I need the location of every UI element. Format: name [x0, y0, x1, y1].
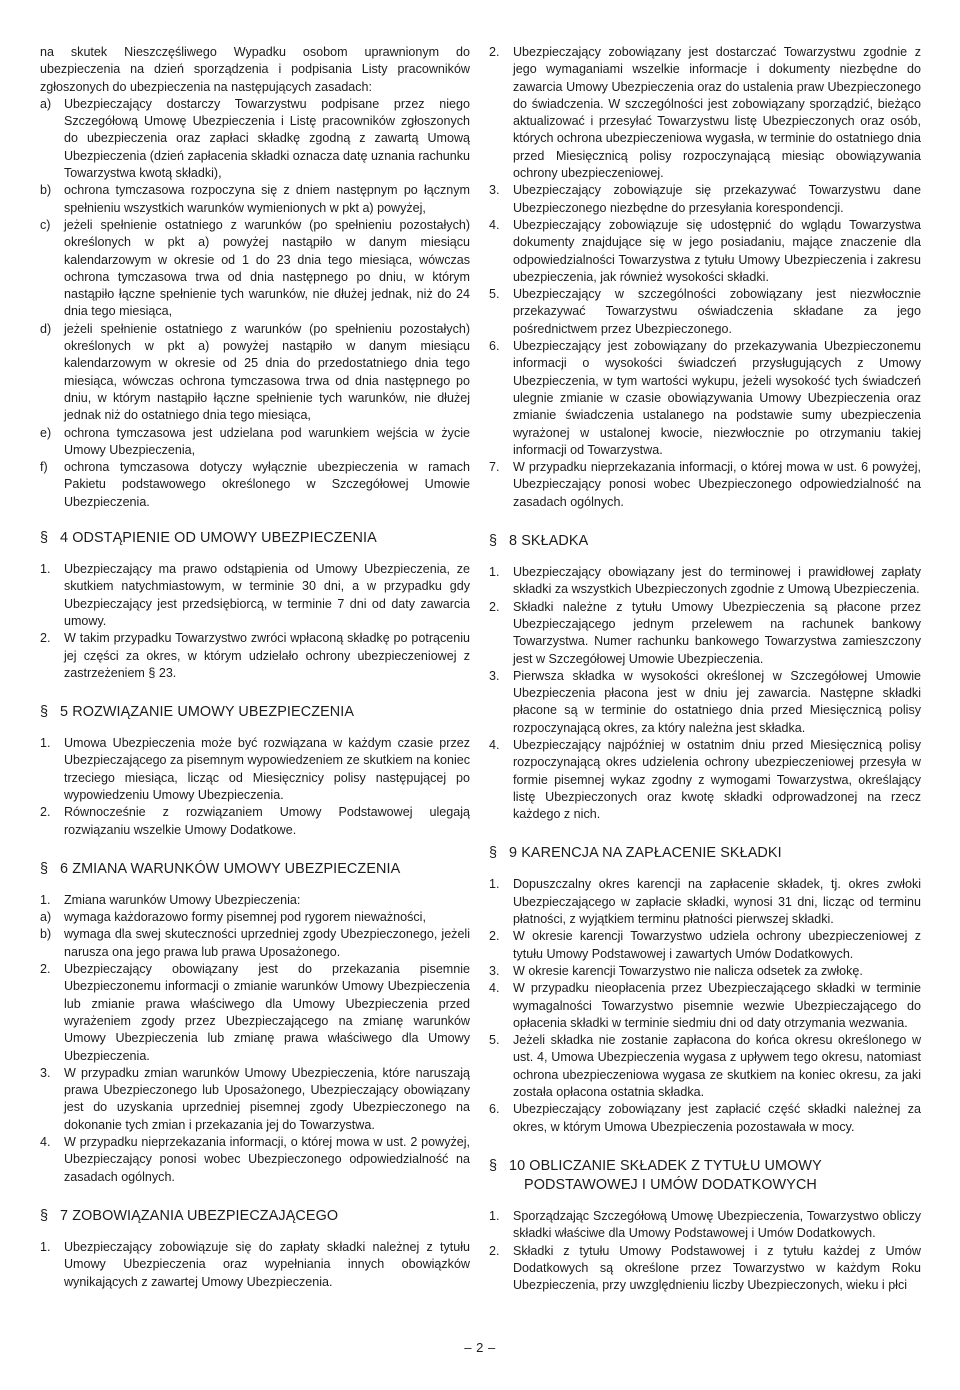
- list-item: 4. Ubezpieczający zobowiązuje się udostępnić do wglądu Towarzystwa dokumenty znajdujące się w jego posiadaniu, mające znaczenie dla odpowiedzialności Towarzystwa z tytułu Umowy Ubezpieczenia i zakresu ubezpieczenia, jak również wysokości składki.: [489, 217, 921, 284]
- list-item: 2. Składki należne z tytułu Umowy Ubezpieczenia są płacone przez Ubezpieczającego jednym przelewem na rachunek bankowy Towarzystwa. Numer rachunku bankowego Towarzystwa zamieszczony jest w Szczegółowej Umowie Ubezpieczenia.: [489, 599, 921, 666]
- intro-list: [40, 96, 470, 511]
- list-item: c) jeżeli spełnienie ostatniego z warunków (po spełnieniu pozostałych) określonych w pkt a) powyżej nastąpiło w danym miesiącu kalendarzowym w okresie od 1 do 23 dnia tego miesiąca, wówczas ochrona tymczasowa trwa od dnia następnego po dniu, w którym nastąpiło łączne spełnienie tych warunków, nie dłużej jednak, niż do 24 dnia tego miesiąca,: [40, 217, 470, 319]
- list-item: 1. Sporządzając Szczegółową Umowę Ubezpieczenia, Towarzystwo obliczy składki właściwe dla Umowy Podstawowej i Umów Dodatkowych.: [489, 1208, 921, 1241]
- list-item: 4. W przypadku nieopłacenia przez Ubezpieczającego składki w terminie wymagalności Towarzystwo pisemnie wezwie Ubezpieczającego do opłacenia składki w terminie siedmiu dni od daty otrzymania wezwania.: [489, 981, 921, 1030]
- page-number: – 2 –: [464, 1340, 496, 1355]
- list-item: 5. Ubezpieczający w szczególności zobowiązany jest niezwłocznie przekazywać Towarzystwu oświadczenia składane za jego pośrednictwem przez Ubezpieczonego.: [489, 287, 921, 336]
- list-item: 2. W takim przypadku Towarzystwo zwróci wpłaconą składkę po potrąceniu jej części za okres, w którym udzielało ochrony ubezpieczeniowej z zastrzeżeniem § 23.: [40, 631, 470, 680]
- section-heading-6: § 6 ZMIANA WARUNKÓW UMOWY UBEZPIECZENIA: [40, 860, 401, 877]
- right-column: [489, 44, 921, 1294]
- list-item: 6. Ubezpieczający zobowiązany jest zapłacić część składki należnej za okres, w którym Umowa Ubezpieczenia pozostawała w mocy.: [489, 1102, 921, 1134]
- left-column: [40, 44, 470, 1291]
- list-item: 4. Ubezpieczający najpóźniej w ostatnim dniu przed Miesięcznicą polisy rozpoczynającą okres udzielenia ochrony ubezpieczeniowej przesyła w formie pisemnej wykaz zgodny z wymogami Towarzystwa, określający listę Ubezpieczonych oraz kwotę składki odprowadzonej na rzecz każdego z nich.: [489, 737, 921, 822]
- section-heading-7: § 7 ZOBOWIĄZANIA UBEZPIECZAJĄCEGO: [40, 1207, 339, 1224]
- intro-paragraph: na skutek Nieszczęśliwego Wypadku osobom uprawnionym do ubezpieczenia na dzień sporządzenia i podpisania Listy pracowników zgłoszonych do ubezpieczenia na następujących zasadach:: [40, 45, 470, 94]
- list-item: 1. Ubezpieczający ma prawo odstąpienia od Umowy Ubezpieczenia, ze skutkiem natychmiastowym, w terminie 30 dni, a w przypadku gdy Ubezpieczający jest przedsiębiorcą, w terminie 7 dni od daty zawarcia umowy.: [40, 562, 470, 628]
- section-heading-8: § 8 SKŁADKA: [489, 533, 589, 550]
- list-item: 7. W przypadku nieprzekazania informacji, o której mowa w ust. 6 powyżej, Ubezpieczający ponosi wobec Ubezpieczonego odpowiedzialność na zasadach ogólnych.: [489, 460, 921, 509]
- list-item: 2. Ubezpieczający obowiązany jest do przekazania pisemnie Ubezpieczonemu informacji o zmianie warunków Umowy Ubezpieczenia lub zmianie prawa właściwego dla Umowy Ubezpieczenia przed wyrażeniem zgody przez Ubezpieczającego na zmianę warunków Umowy Ubezpieczenia lub zmianę prawa właściwego dla Umowy Ubezpieczenia.: [40, 962, 470, 1063]
- list-item: 6. Ubezpieczający jest zobowiązany do przekazywania Ubezpieczonemu informacji o wysokości świadczeń przysługujących z Umowy Ubezpieczenia, w tym wartości wykupu, jeżeli wysokość tych świadczeń ulegnie zmianie w czasie obowiązywania Umowy Ubezpieczenia oraz zmianie świadczenia ustalanego na podstawie sumy ubezpieczenia wyrażonej w ustalonej kwocie, niezwłocznie po otrzymaniu takiej informacji od Towarzystwa.: [489, 339, 921, 457]
- sub-list-item: b) wymaga dla swej skuteczności uprzedniej zgody Ubezpieczonego, jeżeli narusza ona jego prawa lub prawa Uposażonego.: [40, 927, 470, 959]
- section-title-line-1: 10 OBLICZANIE SKŁADEK Z TYTUŁU UMOWY: [509, 1157, 822, 1174]
- list-item: 2. Ubezpieczający zobowiązany jest dostarczać Towarzystwu zgodnie z jego wymaganiami wszelkie informacje i dokumenty niezbędne do zawarcia Umowy Ubezpieczenia oraz do ustalenia praw Ubezpieczonego do świadczenia. W szczególności jest zobowiązany sporządzić, bieżąco aktualizować i przesyłać Towarzystwu listę Ubezpieczonych oraz osób, których ochrona ubezpieczeniowa wygasła, w terminie do ostatniego dnia przed Miesięcznicą polisy rozpoczynającą miesiąc obowiązywania ochrony ubezpieczeniowej.: [489, 45, 922, 181]
- list-item: 4. W przypadku nieprzekazania informacji, o której mowa w ust. 2 powyżej, Ubezpieczający ponosi wobec Ubezpieczonego odpowiedzialność na zasadach ogólnych.: [40, 1135, 470, 1184]
- list-item: 2. Równocześnie z rozwiązaniem Umowy Podstawowej ulegają rozwiązaniu wszelkie Umowy Dodatkowe.: [40, 805, 470, 837]
- list-item: 3. W okresie karencji Towarzystwo nie nalicza odsetek za zwłokę.: [489, 963, 863, 978]
- list-item: 3. Ubezpieczający zobowiązuje się przekazywać Towarzystwu dane Ubezpieczonego niezbędne do przesyłania korespondencji.: [489, 183, 921, 215]
- section-heading-9: § 9 KARENCJA NA ZAPŁACENIE SKŁADKI: [489, 845, 782, 862]
- list-item: 1. Ubezpieczający zobowiązuje się do zapłaty składki należnej z tytułu Umowy Ubezpieczenia oraz wypełniania innych obowiązków wynikających z zawartej Umowy Ubezpieczenia.: [40, 1239, 470, 1289]
- list-item: 2. Składki z tytułu Umowy Podstawowej i z tytułu każdej z Umów Dodatkowych są określone przez Towarzystwo w każdym Roku Ubezpieczenia, przy uwzględnieniu liczby Ubezpieczonych, wieku i płci: [489, 1243, 921, 1293]
- list-item: 1. Zmiana warunków Umowy Ubezpieczenia:: [40, 892, 301, 907]
- section-heading-10: § 10 OBLICZANIE SKŁADEK Z TYTUŁU UMOWY PODSTAWOWEJ I UMÓW DODATKOWYCH: [489, 1157, 921, 1195]
- list-item: 2. W okresie karencji Towarzystwo udziela ochrony ubezpieczeniowej z tytułu Umowy Podstawowej i zawartych Umów Dodatkowych.: [489, 929, 921, 961]
- list-item: 3. W przypadku zmian warunków Umowy Ubezpieczenia, które naruszają prawa Ubezpieczonego lub Uposażonego, Ubezpieczający obowiązany jest do uzyskania uprzedniej pisemnej zgody Ubezpieczonego na dokonanie tych zmian i przekazania jej do Towarzystwa.: [40, 1065, 470, 1132]
- list-item: e) ochrona tymczasowa jest udzielana pod warunkiem wejścia w życie Umowy Ubezpieczenia,: [40, 425, 470, 457]
- list-item: 3. Pierwsza składka w wysokości określonej w Szczegółowej Umowie Ubezpieczenia płacona jest w dniu jej zawarcia. Następne składki płacone są w terminie do ostatniego dnia przed Miesięcznicą polisy rozpoczynającą okres, za który należna jest składka.: [489, 668, 921, 735]
- list-item: d) jeżeli spełnienie ostatniego z warunków (po spełnieniu pozostałych) określonych w pkt a) powyżej nastąpiło w danym miesiącu kalendarzowym w okresie od 25 dnia do przedostatniego dnia tego miesiąca, wówczas ochrona tymczasowa trwa od dnia następnego po dniu, w którym nastąpiło łączne spełnienie tych warunków, nie dłużej jednak niż do ostatniego dnia tego miesiąca,: [40, 321, 470, 423]
- list-item: 1. Umowa Ubezpieczenia może być rozwiązana w każdym czasie przez Ubezpieczającego za pisemnym wypowiedzeniem ze skutkiem na koniec trzeciego miesiąca, licząc od Miesięcznicy polisy następującej po wypowiedzeniu Umowy Ubezpieczenia.: [40, 736, 470, 802]
- list-item: 1. Ubezpieczający obowiązany jest do terminowej i prawidłowej zapłaty składki za wszystkich Ubezpieczonych zgodnie z Umową Ubezpieczenia.: [489, 565, 921, 597]
- list-item: 5. Jeżeli składka nie zostanie zapłacona do końca okresu określonego w ust. 4, Umowa Ubezpieczenia wygasa z upływem tego okresu, natomiast ochrona ubezpieczeniowa wygasa ze skutkiem na koniec okresu, za jaki została opłacona ostatnia składka.: [489, 1033, 921, 1100]
- section-title-line-2: PODSTAWOWEJ I UMÓW DODATKOWYCH: [524, 1176, 817, 1193]
- sub-list-item: a) wymaga każdorazowo formy pisemnej pod rygorem nieważności,: [40, 910, 426, 925]
- list-item: b) ochrona tymczasowa rozpoczyna się z dniem następnym po łącznym spełnieniu wszystkich warunków wymienionych w pkt a) powyżej,: [40, 183, 470, 215]
- list-item: a) Ubezpieczający dostarczy Towarzystwu podpisane przez niego Szczegółową Umowę Ubezpieczenia i Listę pracowników zgłoszonych do ubezpieczenia oraz zapłaci składkę zgodną z zawartą Umową Ubezpieczenia (dzień zapłacenia składki oznacza datę uznania rachunku Towarzystwa kwotą składki),: [40, 96, 470, 181]
- list-item: 1. Dopuszczalny okres karencji na zapłacenie składek, tj. okres zwłoki Ubezpieczającego w zapłacie składki, wynosi 31 dni, licząc od terminu płatności, z wyjątkiem terminu płatności pierwszej składki.: [489, 877, 921, 927]
- section-heading-4: § 4 ODSTĄPIENIE OD UMOWY UBEZPIECZENIA: [40, 530, 377, 547]
- section-heading-5: § 5 ROZWIĄZANIE UMOWY UBEZPIECZENIA: [40, 704, 355, 721]
- list-item: f) ochrona tymczasowa dotyczy wyłącznie ubezpieczenia w ramach Pakietu podstawowego określonego w Szczegółowej Umowie Ubezpieczenia.: [40, 460, 470, 509]
